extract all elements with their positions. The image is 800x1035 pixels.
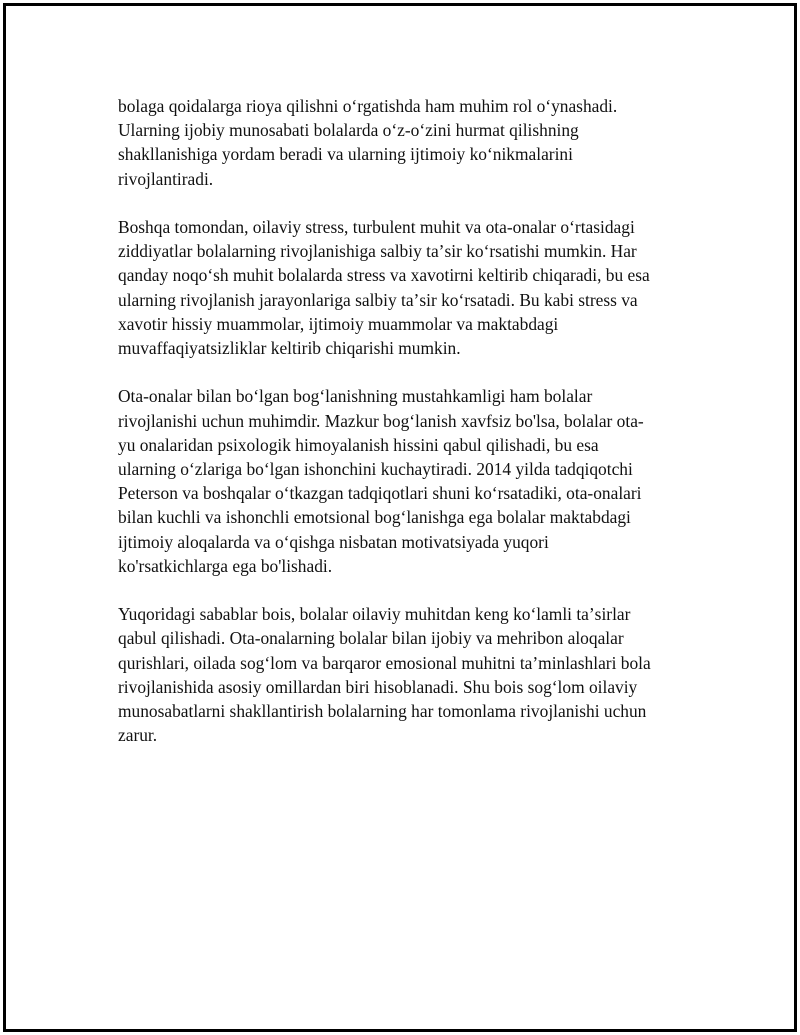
- text-line: rivojlanishida asosiy omillardan biri hisoblanadi. Shu bois sogʻlom oilaviy: [118, 676, 638, 697]
- paragraph-2: [118, 215, 686, 360]
- text-line: ularning oʻzlariga boʻlgan ishonchini kuchaytiradi. 2014 yilda tadqiqotchi: [118, 459, 633, 480]
- text-line: zarur.: [118, 725, 158, 746]
- text-line: bolaga qoidalarga rioya qilishni oʻrgatishda ham muhim rol oʻynashadi.: [118, 96, 618, 116]
- text-line: Ota-onalar bilan boʻlgan bogʻlanishning mustahkamligi ham bolalar: [118, 386, 593, 407]
- text-line: qanday noqoʻsh muhit bolalarda stress va xavotirni keltirib chiqaradi, bu esa: [118, 265, 650, 286]
- text-line: ularning rivojlanish jarayonlariga salbiy taʼsir koʻrsatadi. Bu kabi stress va: [118, 289, 638, 310]
- text-line: ijtimoiy aloqalarda va oʻqishga nisbatan motivatsiyada yuqori: [118, 531, 549, 552]
- text-line: rivojlanishi uchun muhimdir. Mazkur bogʻlanish xavfsiz bo'lsa, bolalar ota-: [118, 410, 644, 431]
- text-line: shakllanishiga yordam beradi va ularning ijtimoiy koʻnikmalarini: [118, 144, 573, 165]
- text-line: yu onalaridan psixologik himoyalanish hissini qabul qilishadi, bu esa: [118, 434, 599, 455]
- text-line: ko'rsatkichlarga ega bo'lishadi.: [118, 555, 333, 576]
- paragraph-3: [118, 384, 686, 578]
- paragraph-4: [118, 602, 686, 747]
- text-line: Boshqa tomondan, oilaviy stress, turbulent muhit va ota-onalar oʻrtasidagi: [118, 217, 635, 237]
- paragraph-1: [118, 94, 686, 191]
- text-line: bilan kuchli va ishonchli emotsional bogʻlanishga ega bolalar maktabdagi: [118, 507, 631, 528]
- text-line: Ularning ijobiy munosabati bolalarda oʻz-oʻzini hurmat qilishning: [118, 120, 579, 141]
- text-line: ziddiyatlar bolalarning rivojlanishiga salbiy taʼsir koʻrsatishi mumkin. Har: [118, 241, 637, 262]
- text-line: munosabatlarni shakllantirish bolalarning har tomonlama rivojlanishi uchun: [118, 701, 647, 722]
- text-line: Yuqoridagi sabablar bois, bolalar oilaviy muhitdan keng koʻlamli taʼsirlar: [118, 604, 631, 625]
- text-line: Peterson va boshqalar oʻtkazgan tadqiqotlari shuni koʻrsatadiki, ota-onalari: [118, 483, 642, 504]
- document-body: [118, 94, 686, 772]
- text-line: xavotir hissiy muammolar, ijtimoiy muammolar va maktabdagi: [118, 313, 559, 334]
- text-line: qabul qilishadi. Ota-onalarning bolalar bilan ijobiy va mehribon aloqalar: [118, 628, 624, 649]
- text-line: rivojlantiradi.: [118, 168, 214, 189]
- text-line: muvaffaqiyatsizliklar keltirib chiqarishi mumkin.: [118, 338, 461, 359]
- text-line: qurishlari, oilada sogʻlom va barqaror emosional muhitni taʼminlashlari bola: [118, 652, 651, 673]
